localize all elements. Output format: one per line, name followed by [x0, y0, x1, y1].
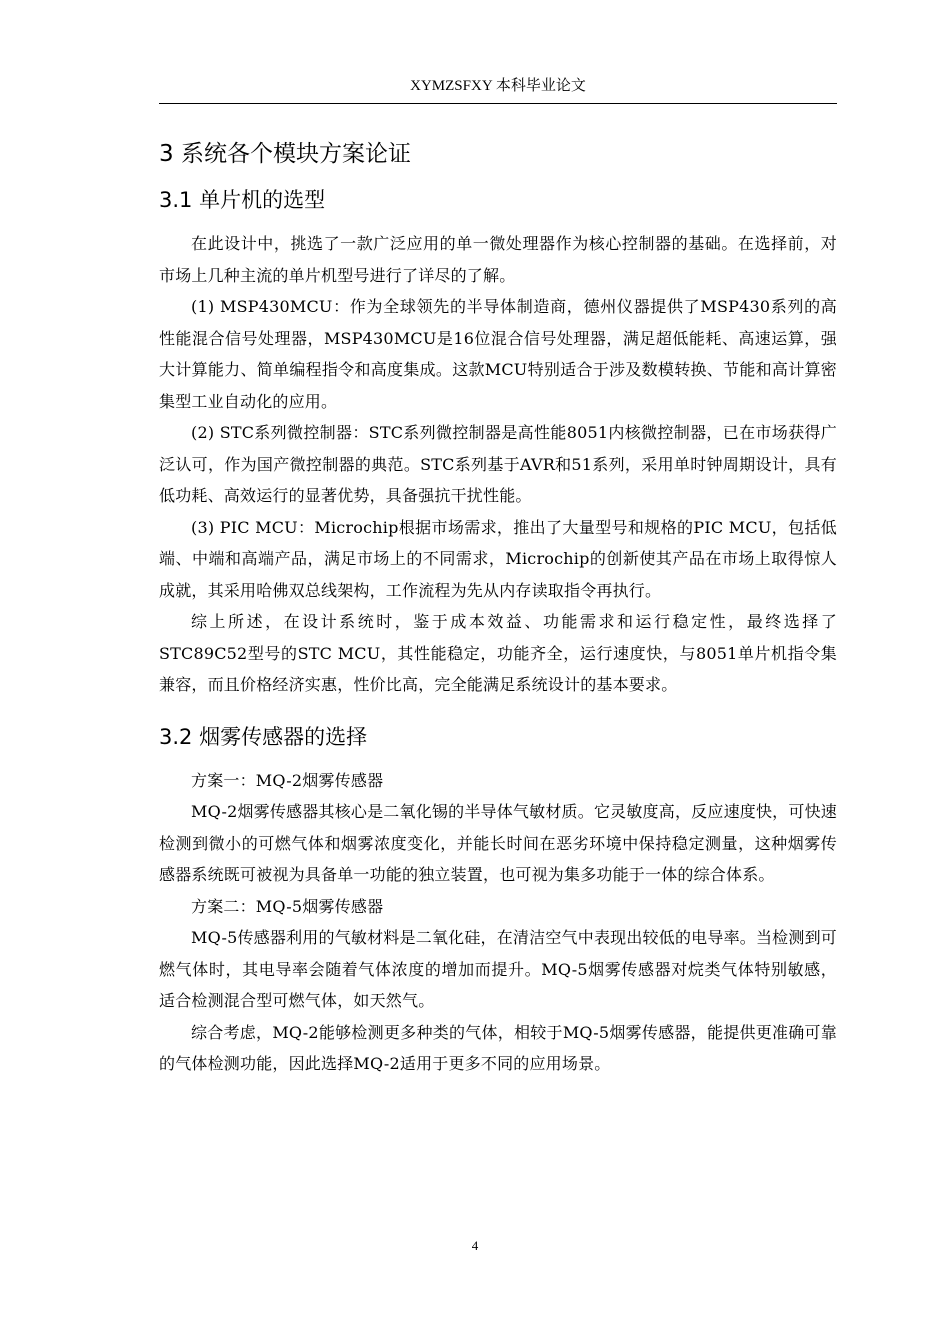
paragraph: 方案二：MQ-5烟雾传感器: [191, 896, 384, 916]
paragraph: MQ-2烟雾传感器其核心是二氧化锡的半导体气敏材质。它灵敏度高，反应速度快，可快速检测到微小的可燃气体和烟雾浓度变化，并能长时间在恶劣环境中保持稳定测量，这种烟雾传感器系统既可被视为具备单一功能的独立装置，也可视为集多功能于一体的综合体系。: [159, 802, 837, 884]
paragraph: (3) PIC MCU：Microchip根据市场需求，推出了大量型号和规格的PIC MCU，包括低端、中端和高端产品，满足市场上的不同需求，Microchip的创新使其产品在市场上取得惊人成就，其采用哈佛双总线架构，工作流程为先从内存读取指令再执行。: [159, 517, 837, 600]
paragraph: 综合考虑，MQ-2能够检测更多种类的气体，相较于MQ-5烟雾传感器，能提供更准确可靠的气体检测功能，因此选择MQ-2适用于更多不同的应用场景。: [159, 1022, 837, 1073]
section-title-mcu: 3.1 单片机的选型: [159, 188, 326, 212]
paragraph: (1) MSP430MCU：作为全球领先的半导体制造商，德州仪器提供了MSP430系列的高性能混合信号处理器，MSP430MCU是16位混合信号处理器，满足超低能耗、高速运算，强大计算能力、简单编程指令和高度集成。这款MCU特别适合于涉及数模转换、节能和高计算密集型工业自动化的应用。: [159, 297, 837, 411]
section-title-smoke-sensor: 3.2 烟雾传感器的选择: [159, 724, 368, 749]
paragraph: MQ-5传感器利用的气敏材料是二氧化硅，在清洁空气中表现出较低的电导率。当检测到可燃气体时，其电导率会随着气体浓度的增加而提升。MQ-5烟雾传感器对烷类气体特别敏感，适合检测混合型可燃气体，如天然气。: [159, 928, 837, 1010]
chapter-title: 3 系统各个模块方案论证: [159, 141, 411, 167]
paragraph: 在此设计中，挑选了一款广泛应用的单一微处理器作为核心控制器的基础。在选择前，对市场上几种主流的单片机型号进行了详尽的了解。: [159, 234, 837, 285]
paragraph: 方案一：MQ-2烟雾传感器: [191, 770, 384, 790]
page-number: 4: [471, 1238, 479, 1253]
header-divider: [159, 103, 837, 104]
paragraph: (2) STC系列微控制器：STC系列微控制器是高性能8051内核微控制器，已在市场获得广泛认可，作为国产微控制器的典范。STC系列基于AVR和51系列，采用单时钟周期设计，具有低功耗、高效运行的显著优势，具备强抗干扰性能。: [159, 423, 837, 505]
page-body: [159, 134, 837, 1080]
running-header: XYMZSFXY 本科毕业论文: [410, 78, 586, 94]
paragraph: 综上所述，在设计系统时，鉴于成本效益、功能需求和运行稳定性，最终选择了STC89C52型号的STC MCU，其性能稳定，功能齐全，运行速度快，与8051单片机指令集兼容，而且价格经济实惠，性价比高，完全能满足系统设计的基本要求。: [159, 612, 837, 694]
